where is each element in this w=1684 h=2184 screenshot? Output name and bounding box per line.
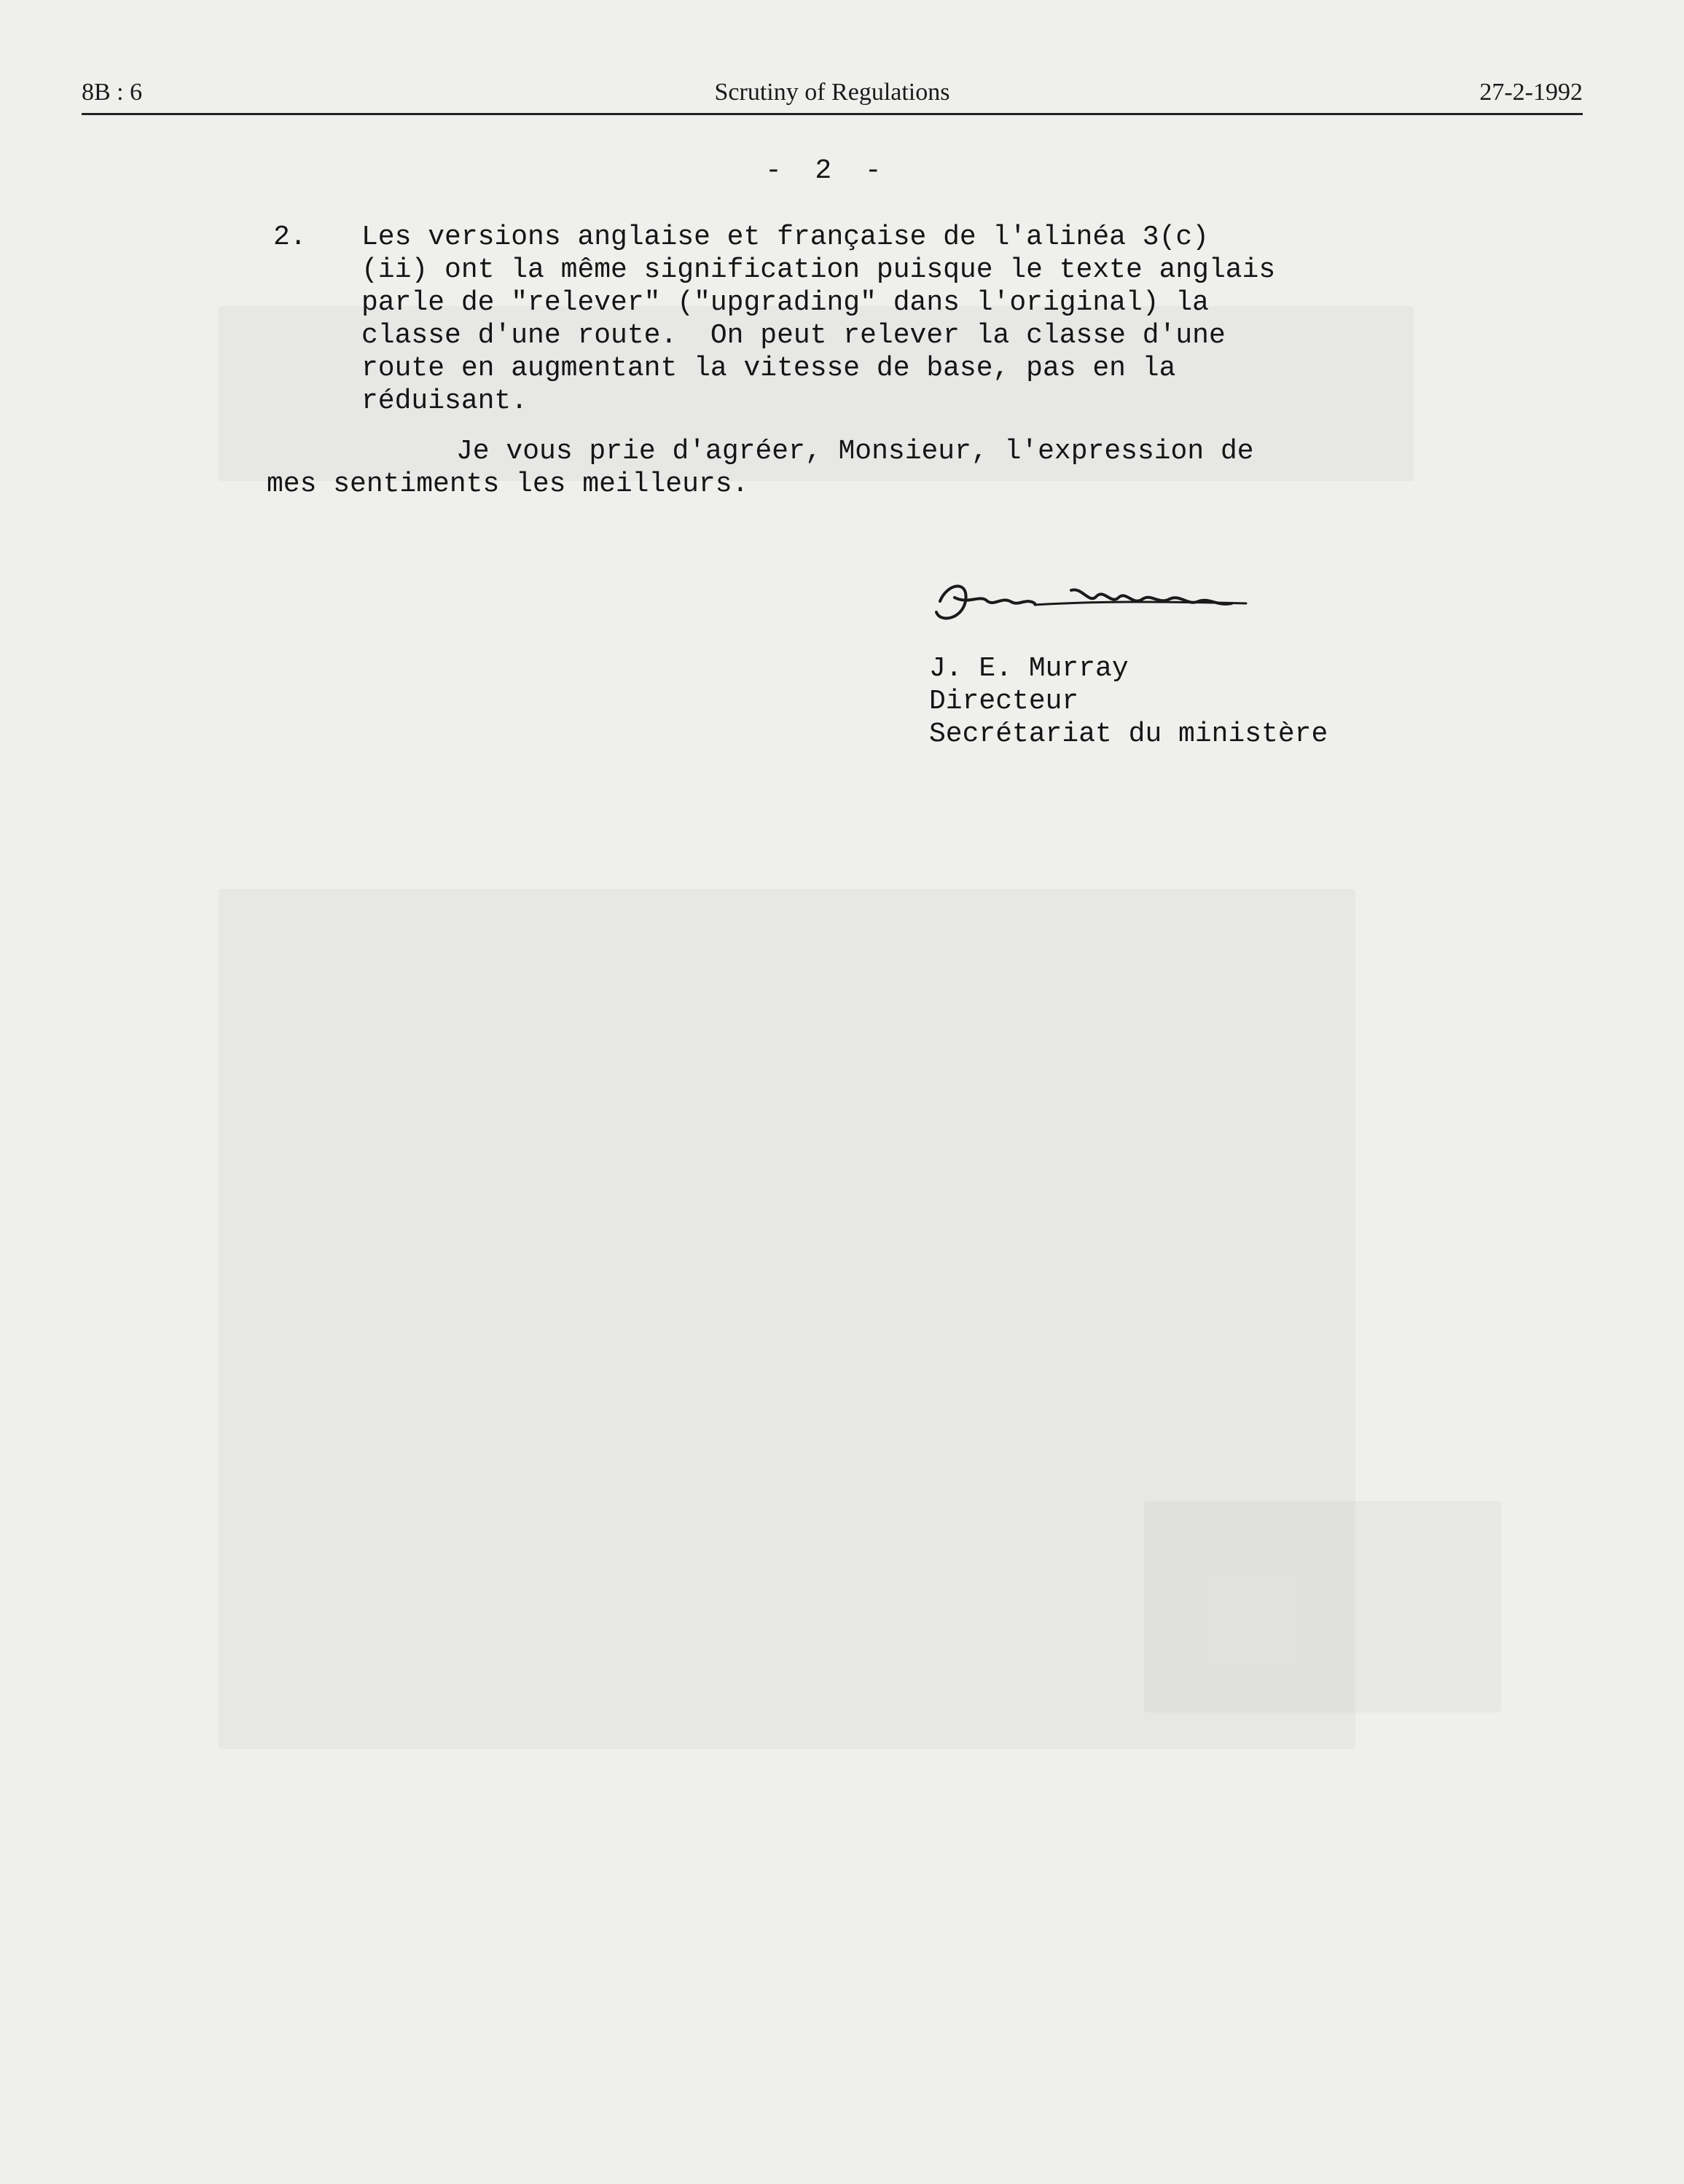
closing-line-2: mes sentiments les meilleurs.	[267, 469, 749, 500]
signatory-name: J. E. Murray	[929, 653, 1129, 684]
paragraph-line: (ii) ont la même signification puisque le texte anglais	[361, 254, 1276, 286]
paragraph-line: parle de "relever" ("upgrading" dans l'original) la	[361, 287, 1209, 318]
paragraph-line: route en augmentant la vitesse de base, pas en la	[361, 353, 1176, 384]
running-header	[82, 73, 1583, 117]
closing-line-1: Je vous prie d'agréer, Monsieur, l'expression de	[456, 436, 1254, 467]
header-title: Scrutiny of Regulations	[714, 79, 950, 106]
signatory-title: Directeur	[929, 686, 1079, 717]
page-number: - 2 -	[765, 155, 882, 187]
signature-block	[929, 652, 1328, 751]
header-rule	[82, 113, 1583, 115]
header-date: 27-2-1992	[1479, 79, 1583, 106]
handwritten-signature	[925, 561, 1253, 641]
paragraph-line: réduisant.	[361, 385, 528, 417]
header-page-ref: 8B : 6	[82, 79, 143, 106]
closing-formula	[267, 435, 1447, 501]
item-paragraph	[361, 221, 1440, 418]
item-number: 2.	[273, 222, 307, 253]
paragraph-line: classe d'une route. On peut relever la classe d'une	[361, 320, 1226, 351]
signatory-unit: Secrétariat du ministère	[929, 719, 1328, 750]
paragraph-line: Les versions anglaise et française de l'alinéa 3(c)	[361, 222, 1209, 253]
